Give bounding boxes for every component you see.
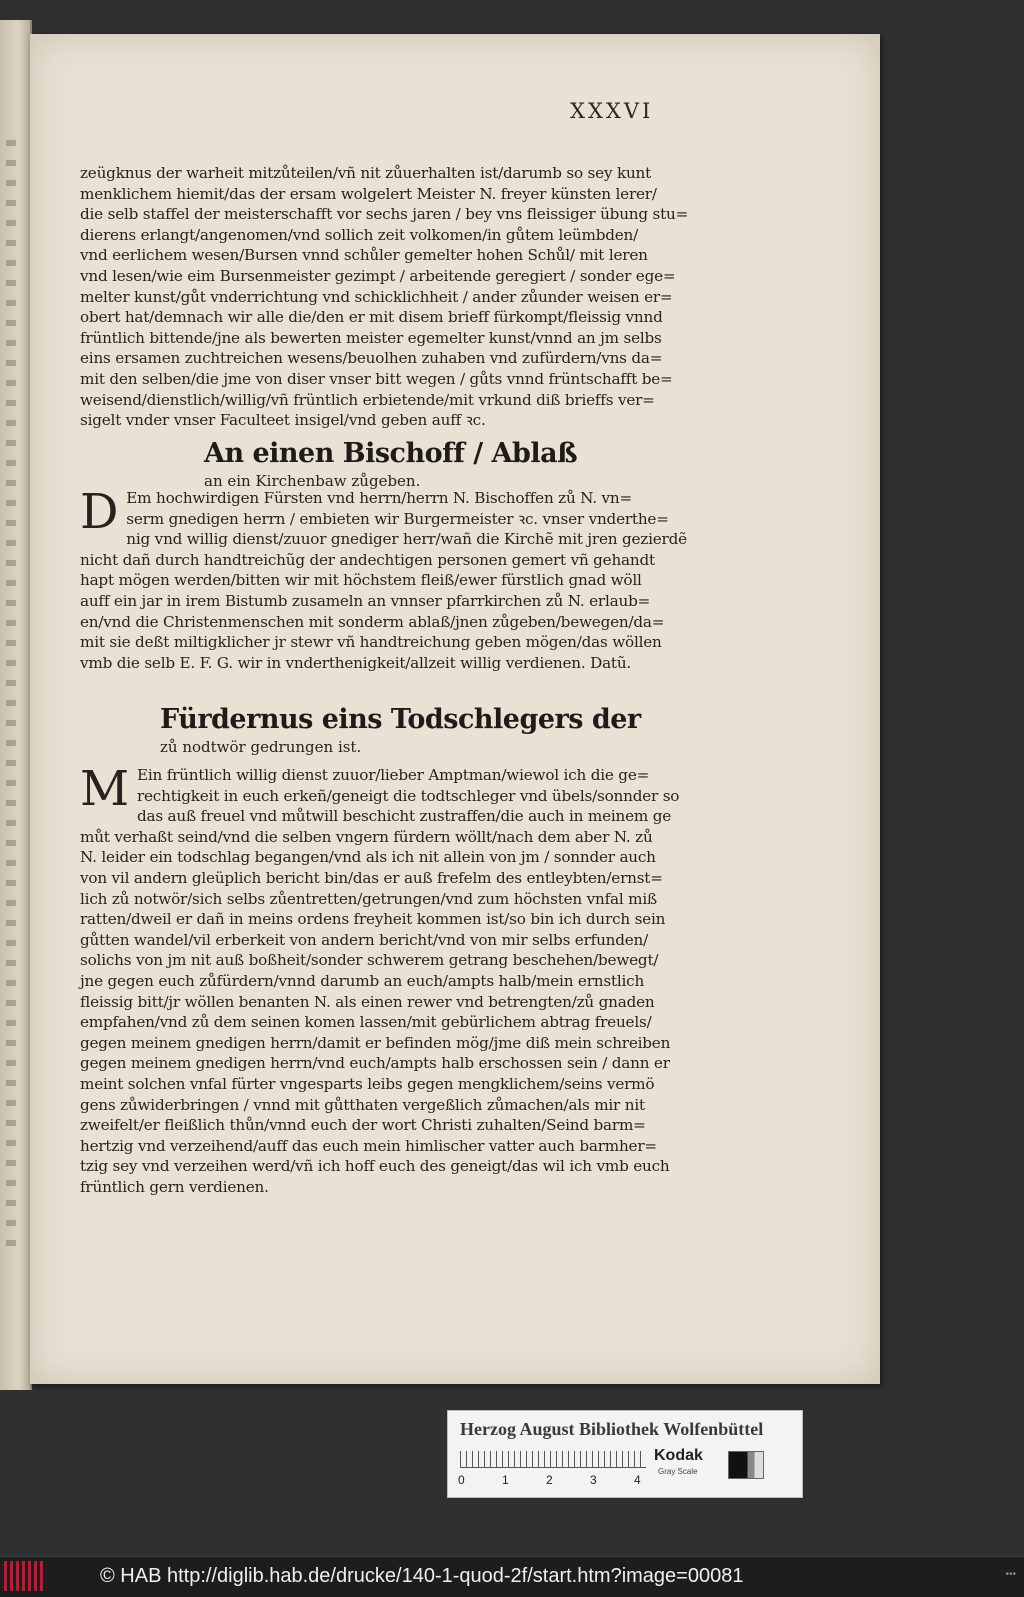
footer-bar — [0, 1556, 1024, 1597]
drop-initial-d: D — [80, 484, 119, 540]
text-line: nig vnd willig dienst/zuuor gnediger herr/wañ die Kirchẽ mit jren gezierdẽ — [126, 530, 687, 549]
text-line: solichs von jm nit auß boßheit/sonder schwerem getrang beschehen/bewegt/ — [80, 951, 659, 970]
text-line: ratten/dweil er dañ in meins ordens freyheit kommen ist/so bin ich durch sein — [80, 910, 666, 929]
gray-scale-caption: Gray Scale — [658, 1467, 698, 1476]
text-line: N. leider ein todschlag begangen/vnd als ich nit allein von jm / sonnder auch — [80, 848, 656, 867]
ruler-number: 2 — [546, 1473, 553, 1487]
text-line: zeügknus der warheit mitzůteilen/vñ nit zůuerhalten ist/darumb so sey kunt — [80, 164, 652, 182]
ruler-numbers — [458, 1473, 658, 1491]
text-line: die selb staffel der meisterschafft vor sechs jaren / bey vns fleissiger übung stu= — [80, 205, 689, 224]
text-line: meint solchen vnfal fürter vngesparts leibs gegen mengklichem/seins vermö — [80, 1074, 655, 1093]
ruler-number: 4 — [634, 1473, 641, 1487]
text-block-1 — [80, 163, 720, 431]
ruler-number: 3 — [590, 1473, 597, 1487]
text-line: das auß freuel vnd můtwill beschicht zustraffen/die auch in meinem ge — [136, 807, 672, 826]
heading-manslaughter-petition: Fürdernus eins Todschlegers der — [160, 704, 641, 735]
text-line: auff ein jar in irem Bistumb zusameln an vnnser pfarrkirchen zů N. erlaub= — [80, 591, 651, 610]
more-icon[interactable]: ••• — [1005, 1569, 1016, 1580]
text-line: gens zůwiderbringen / vnnd mit gůtthaten vergeßlich zůmachen/als mir nit — [80, 1095, 645, 1114]
text-line: Em hochwirdigen Fürsten vnd herrn/herrn N. Bischoffen zů N. vn= — [126, 489, 633, 507]
text-line: eins ersamen zuchtreichen wesens/beuolhen zuhaben vnd zufürdern/vns da= — [80, 349, 663, 368]
text-line: tzig sey vnd verzeihen werd/vñ ich hoff euch des geneigt/das wil ich vmb euch — [80, 1157, 670, 1176]
subheading-church-building: an ein Kirchenbaw zůgeben. — [204, 472, 421, 490]
text-line: vmb die selb E. F. G. wir in vnderthenigkeit/allzeit willig verdienen. Datũ. — [80, 653, 632, 672]
left-page-edge — [0, 20, 32, 1390]
text-line: fleissig bitt/jr wöllen benanten N. als einen rewer vnd betrengten/zů gnaden — [80, 992, 655, 1011]
text-line: menklichem hiemit/das der ersam wolgelert Meister N. freyer künsten lerer/ — [80, 184, 657, 203]
gray-swatch — [728, 1451, 764, 1479]
drop-initial-m: M — [80, 761, 129, 817]
text-line: sigelt vnder vnser Faculteet insigel/vnd geben auff ꝛc. — [80, 411, 486, 430]
text-line: nicht dañ durch handtreichũg der andechtigen personen gemert vñ gehandt — [80, 550, 655, 569]
text-line: serm gnedigen herrn / embieten wir Burgermeister ꝛc. vnser vnderthe= — [126, 509, 669, 528]
text-line: mit sie deßt miltigklicher jr stewr vñ handtreichung geben mögen/das wöllen — [80, 633, 662, 652]
text-line: vnd lesen/wie eim Bursenmeister gezimpt / arbeitende geregiert / sonder ege= — [80, 266, 676, 285]
text-line: gegen meinem gnedigen herrn/vnd euch/ampts halb erschossen sein / dann er — [80, 1054, 670, 1073]
folio-number: XXXVI — [570, 99, 654, 123]
text-line: gůtten wandel/vil erberkeit von andern bericht/vnd von mir selbs erfunden/ — [80, 930, 649, 949]
kodak-logo: Kodak — [654, 1447, 703, 1464]
text-line: lich zů notwör/sich selbs zůentretten/getrungen/vnd zum höchsten vnfal miß — [80, 889, 657, 908]
text-line: melter kunst/gůt vnderrichtung vnd schicklichheit / ander zůunder weisen er= — [80, 287, 673, 306]
text-line: von vil andern gleüplich bericht bin/das er auß frefelm des entleybten/ernst= — [80, 868, 663, 887]
subheading-self-defence: zů nodtwör gedrungen ist. — [160, 738, 362, 756]
text-line: früntlich gern verdienen. — [80, 1177, 269, 1196]
text-line: rechtigkeit in euch erkeñ/geneigt die todtschleger vnd übels/sonnder so — [136, 786, 680, 805]
footer-url[interactable]: © HAB http://diglib.hab.de/drucke/140-1-quod-2f/start.htm?image=00081 — [100, 1565, 744, 1587]
library-name: Herzog August Bibliothek Wolfenbüttel — [460, 1419, 764, 1439]
hab-logo-icon — [4, 1561, 46, 1591]
text-line: en/vnd die Christenmenschen mit sonderm ablaß/jnen zůgeben/bewegen/da= — [80, 612, 665, 631]
text-line: dierens erlangt/angenomen/vnd sollich zeit volkomen/in gůtem leümbden/ — [80, 225, 639, 244]
text-line: Ein früntlich willig dienst zuuor/lieber Amptman/wiewol ich die ge= — [136, 766, 650, 784]
text-line: mit den selben/die jme von diser vnser bitt wegen / gůts vnnd früntschafft be= — [80, 369, 673, 388]
text-line: můt verhaßt seind/vnd die selben vngern fürdern wöllt/nach dem aber N. zů — [80, 827, 653, 846]
text-block-3 — [80, 761, 720, 1197]
text-line: früntlich bittende/jne als bewerten meister egemelter kunst/vnnd an jm selbs — [80, 328, 662, 347]
text-line: obert hat/demnach wir alle die/den er mit disem brieff fürkompt/fleissig vnnd — [80, 308, 663, 327]
text-block-2 — [80, 484, 720, 673]
heading-bishop-indulgence: An einen Bischoff / Ablaß — [204, 438, 578, 469]
text-line: weisend/dienstlich/willig/vñ früntlich erbietende/mit vrkund diß brieffs ver= — [80, 390, 655, 409]
text-line: zweifelt/er fleißlich thůn/vnnd euch der wort Christi zuhalten/Seind barm= — [80, 1116, 646, 1135]
color-target-label — [447, 1410, 803, 1498]
text-line: gegen meinem gnedigen herrn/damit er befinden mög/jme diß mein schreiben — [80, 1033, 671, 1052]
text-line: hertzig vnd verzeihend/auff das euch mein himlischer vatter auch barmher= — [80, 1136, 657, 1155]
text-line: jne gegen euch zůfürdern/vnnd darumb an euch/ampts halb/mein ernstlich — [80, 971, 645, 990]
text-line: vnd eerlichem wesen/Bursen vnnd schůler gemelter hohen Schůl/ mit leren — [80, 246, 648, 265]
ruler-number: 0 — [458, 1473, 465, 1487]
text-line: hapt mögen werden/bitten wir mit höchstem fleiß/ewer fürstlich gnad wöll — [80, 571, 642, 590]
text-line: empfahen/vnd zů dem seinen komen lassen/mit gebürlichem abtrag freuels/ — [80, 1013, 652, 1032]
scale-ruler — [460, 1451, 646, 1468]
ruler-number: 1 — [502, 1473, 509, 1487]
